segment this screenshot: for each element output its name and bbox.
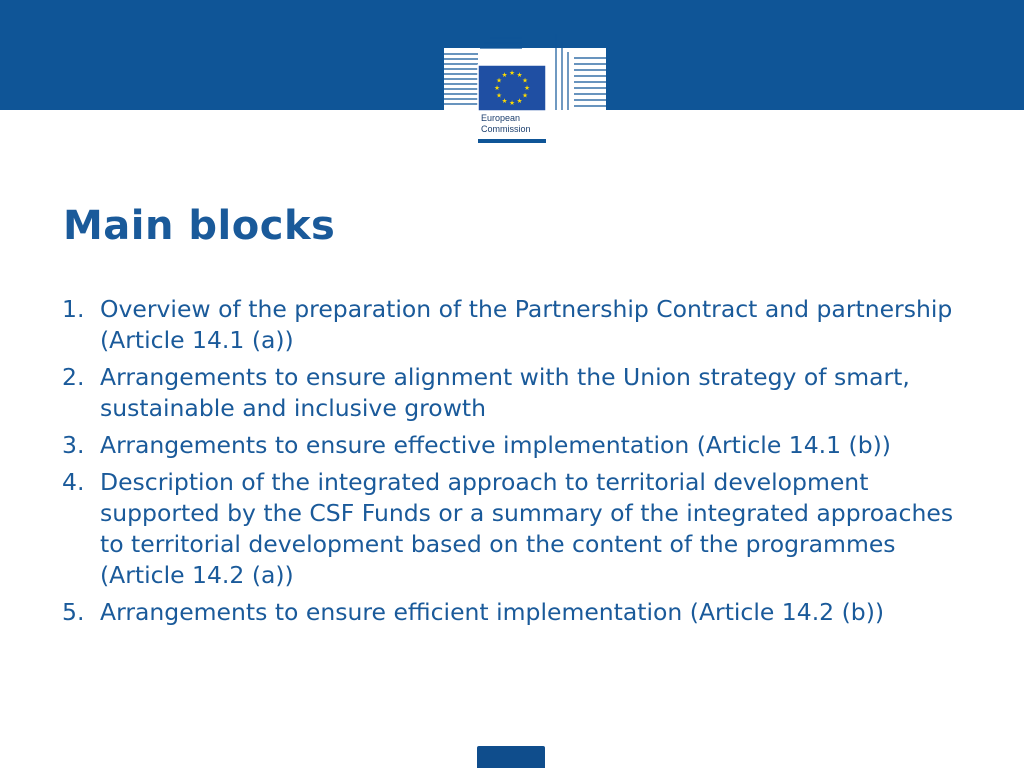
list-item-number: 5. [62,598,85,626]
eu-star-icon: ★ [524,84,530,93]
eu-star-icon: ★ [496,76,502,85]
list-item-text: Arrangements to ensure efficient implementation (Article 14.2 (b)) [100,598,885,626]
main-blocks-list [62,294,967,634]
eu-star-icon: ★ [494,84,500,93]
eu-star-icon: ★ [522,91,528,100]
list-item [62,294,967,356]
list-item [62,597,967,628]
list-item [62,362,967,424]
logo-text [481,113,531,135]
eu-star-icon: ★ [496,91,502,100]
list-item-text: Arrangements to ensure effective implementation (Article 14.1 (b)) [100,431,891,459]
list-item-text: Arrangements to ensure alignment with the Union strategy of smart, sustainable and inclusive growth [100,363,910,422]
list-item-text: Overview of the preparation of the Partnership Contract and partnership (Article 14.1 (a)) [100,295,953,354]
list-item-number: 4. [62,468,85,496]
footer-tab [477,746,545,768]
list-item-number: 3. [62,431,85,459]
page-title: Main blocks [63,203,336,249]
eu-star-icon: ★ [509,99,515,108]
list-item-text: Description of the integrated approach to territorial development supported by the CSF Funds or a summary of the integrated approaches to territorial development based on the content of the programmes (Article 14.2 (a)) [100,468,954,589]
eu-star-icon: ★ [509,69,515,78]
list-item-number: 1. [62,295,85,323]
logo-text-line2: Commission [481,124,531,134]
logo-underline [478,139,546,143]
logo-text-line1: European [481,113,521,123]
list-item [62,430,967,461]
eu-star-icon: ★ [516,97,523,106]
list-item-number: 2. [62,363,85,391]
eu-star-icon: ★ [516,71,523,80]
eu-star-icon: ★ [501,71,508,80]
eu-star-icon: ★ [501,97,508,106]
list-item [62,467,967,591]
eu-star-icon: ★ [522,76,528,85]
